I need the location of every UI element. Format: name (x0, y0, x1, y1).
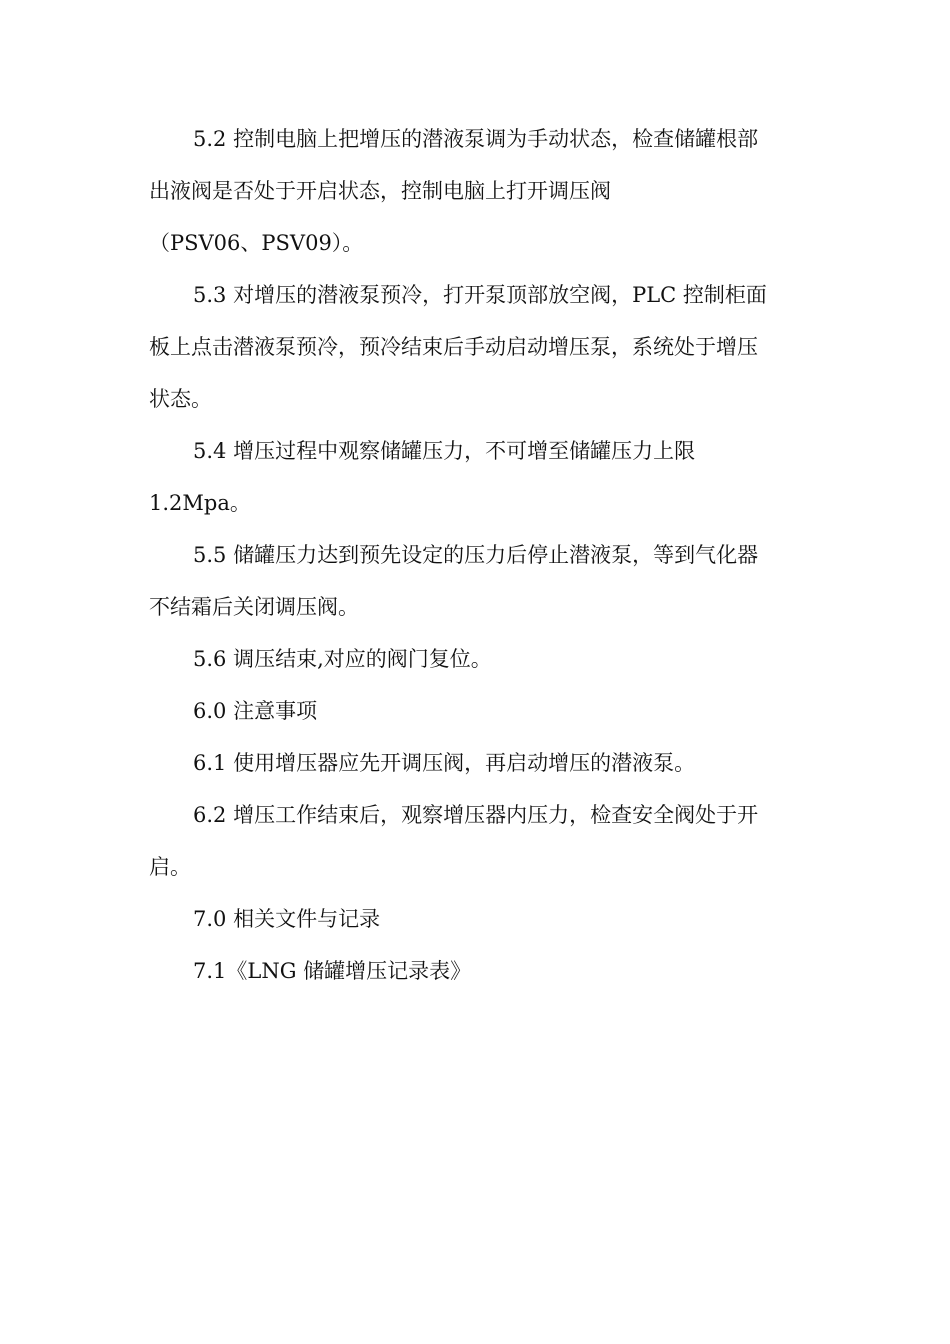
paragraph-7-1 (149, 945, 801, 997)
text-line: 状态。 (149, 387, 212, 411)
text-line: 5.5 储罐压力达到预先设定的压力后停止潜液泵，等到气化器 (193, 543, 759, 567)
paragraph-5-3 (149, 269, 801, 425)
text-line: 出液阀是否处于开启状态，控制电脑上打开调压阀 (149, 179, 611, 203)
text-line: 6.2 增压工作结束后，观察增压器内压力，检查安全阀处于开 (193, 803, 759, 827)
paragraph-5-6 (149, 633, 801, 685)
text-line: 启。 (149, 855, 191, 879)
paragraph-6-2 (149, 789, 801, 893)
text-line: 板上点击潜液泵预冷，预冷结束后手动启动增压泵，系统处于增压 (149, 335, 758, 359)
text-line: 6.1 使用增压器应先开调压阀，再启动增压的潜液泵。 (193, 751, 696, 775)
text-line: 5.2 控制电脑上把增压的潜液泵调为手动状态，检查储罐根部 (193, 127, 759, 151)
text-line: 6.0 注意事项 (193, 699, 318, 723)
document-body (149, 113, 801, 997)
text-line: 5.6 调压结束,对应的阀门复位。 (193, 647, 492, 671)
section-heading-6-0 (149, 685, 801, 737)
paragraph-5-2 (149, 113, 801, 269)
section-heading-7-0 (149, 893, 801, 945)
text-line: 7.0 相关文件与记录 (193, 907, 381, 931)
text-line: 5.4 增压过程中观察储罐压力，不可增至储罐压力上限 (193, 439, 696, 463)
text-line: （PSV06、PSV09）。 (149, 231, 364, 255)
text-line: 1.2Mpa。 (149, 491, 251, 515)
paragraph-5-5 (149, 529, 801, 633)
text-line: 7.1《LNG 储罐增压记录表》 (193, 959, 472, 983)
paragraph-6-1 (149, 737, 801, 789)
paragraph-5-4 (149, 425, 801, 529)
text-line: 不结霜后关闭调压阀。 (149, 595, 359, 619)
text-line: 5.3 对增压的潜液泵预冷，打开泵顶部放空阀，PLC 控制柜面 (193, 283, 767, 307)
